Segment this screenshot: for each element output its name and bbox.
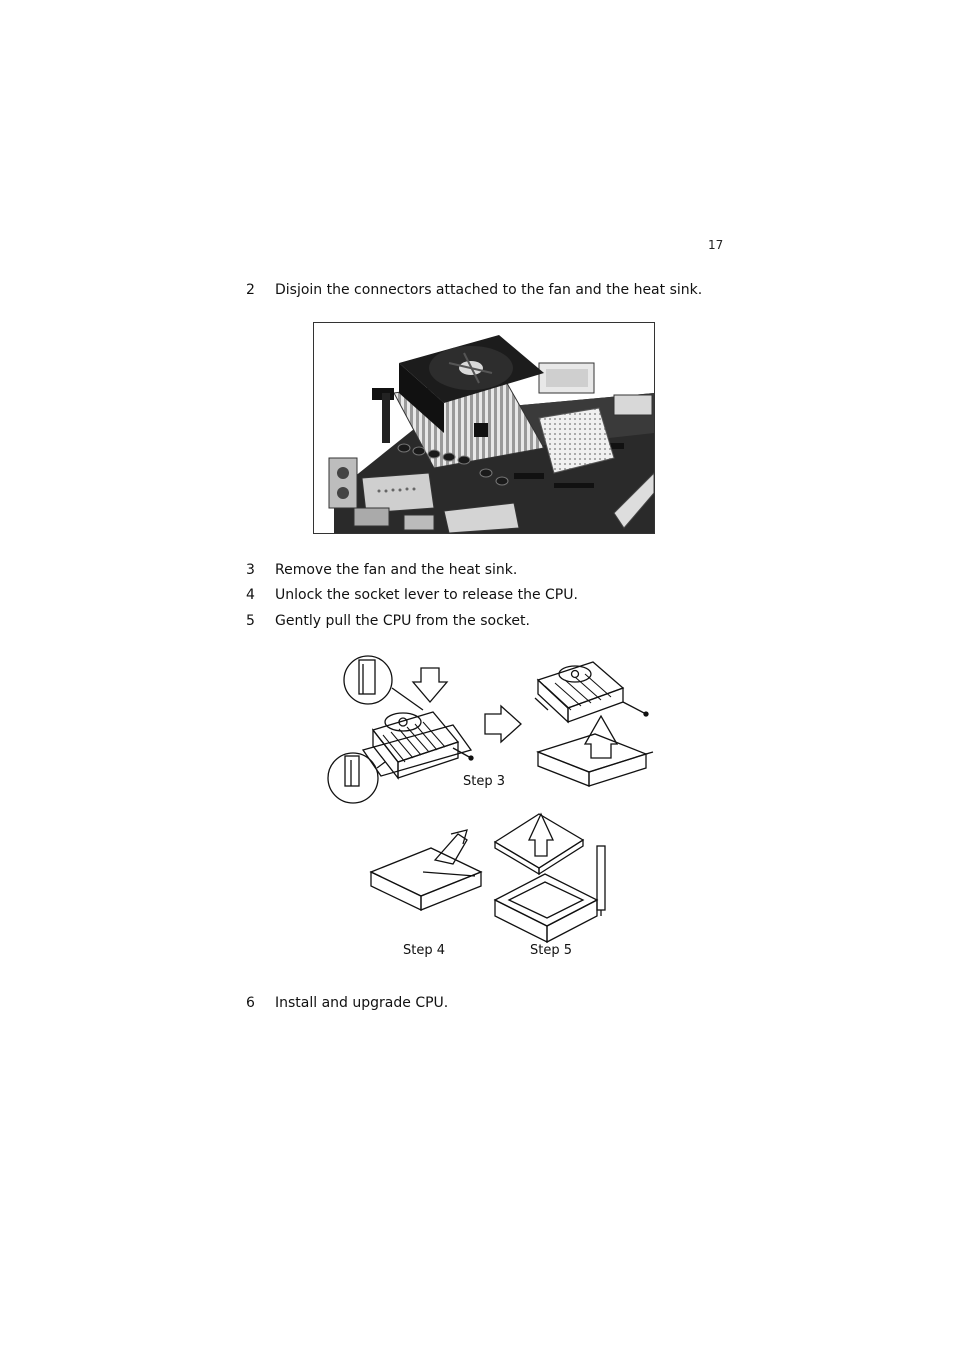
step-2 bbox=[246, 281, 702, 299]
step-text: Gently pull the CPU from the socket. bbox=[275, 613, 530, 629]
zoom-circle-top bbox=[344, 656, 423, 710]
step4-caption: Step 4 bbox=[403, 943, 446, 958]
step-text: Disjoin the connectors attached to the fan and the heat sink. bbox=[275, 282, 703, 298]
step-number: 3 bbox=[246, 562, 255, 578]
page-number: 17 bbox=[708, 238, 724, 252]
step-4 bbox=[246, 586, 578, 604]
step-5 bbox=[246, 612, 530, 630]
zoom-circle-bottom bbox=[328, 753, 385, 803]
motherboard-illustration bbox=[314, 323, 654, 533]
cpu-removal-diagram bbox=[313, 650, 655, 965]
right-arrow-icon bbox=[485, 706, 521, 742]
step-6 bbox=[246, 994, 448, 1012]
step-text: Install and upgrade CPU. bbox=[275, 995, 449, 1011]
step-number: 6 bbox=[246, 995, 255, 1011]
step-number: 4 bbox=[246, 587, 255, 603]
cpu-lifted bbox=[495, 814, 583, 874]
step-number: 2 bbox=[246, 282, 255, 298]
cooler-assembly-left bbox=[363, 712, 473, 778]
step5-caption: Step 5 bbox=[530, 943, 573, 958]
step-3 bbox=[246, 561, 517, 579]
socket-base bbox=[538, 734, 653, 786]
cooler-lifted bbox=[535, 662, 648, 722]
motherboard-photo bbox=[313, 322, 655, 534]
socket-step4 bbox=[371, 830, 481, 910]
down-arrow-icon bbox=[413, 668, 447, 702]
step-text: Remove the fan and the heat sink. bbox=[275, 562, 518, 578]
cpu-removal-illustration bbox=[313, 650, 655, 965]
step-number: 5 bbox=[246, 613, 255, 629]
step3-caption: Step 3 bbox=[463, 774, 506, 789]
step-text: Unlock the socket lever to release the CPU. bbox=[275, 587, 578, 603]
